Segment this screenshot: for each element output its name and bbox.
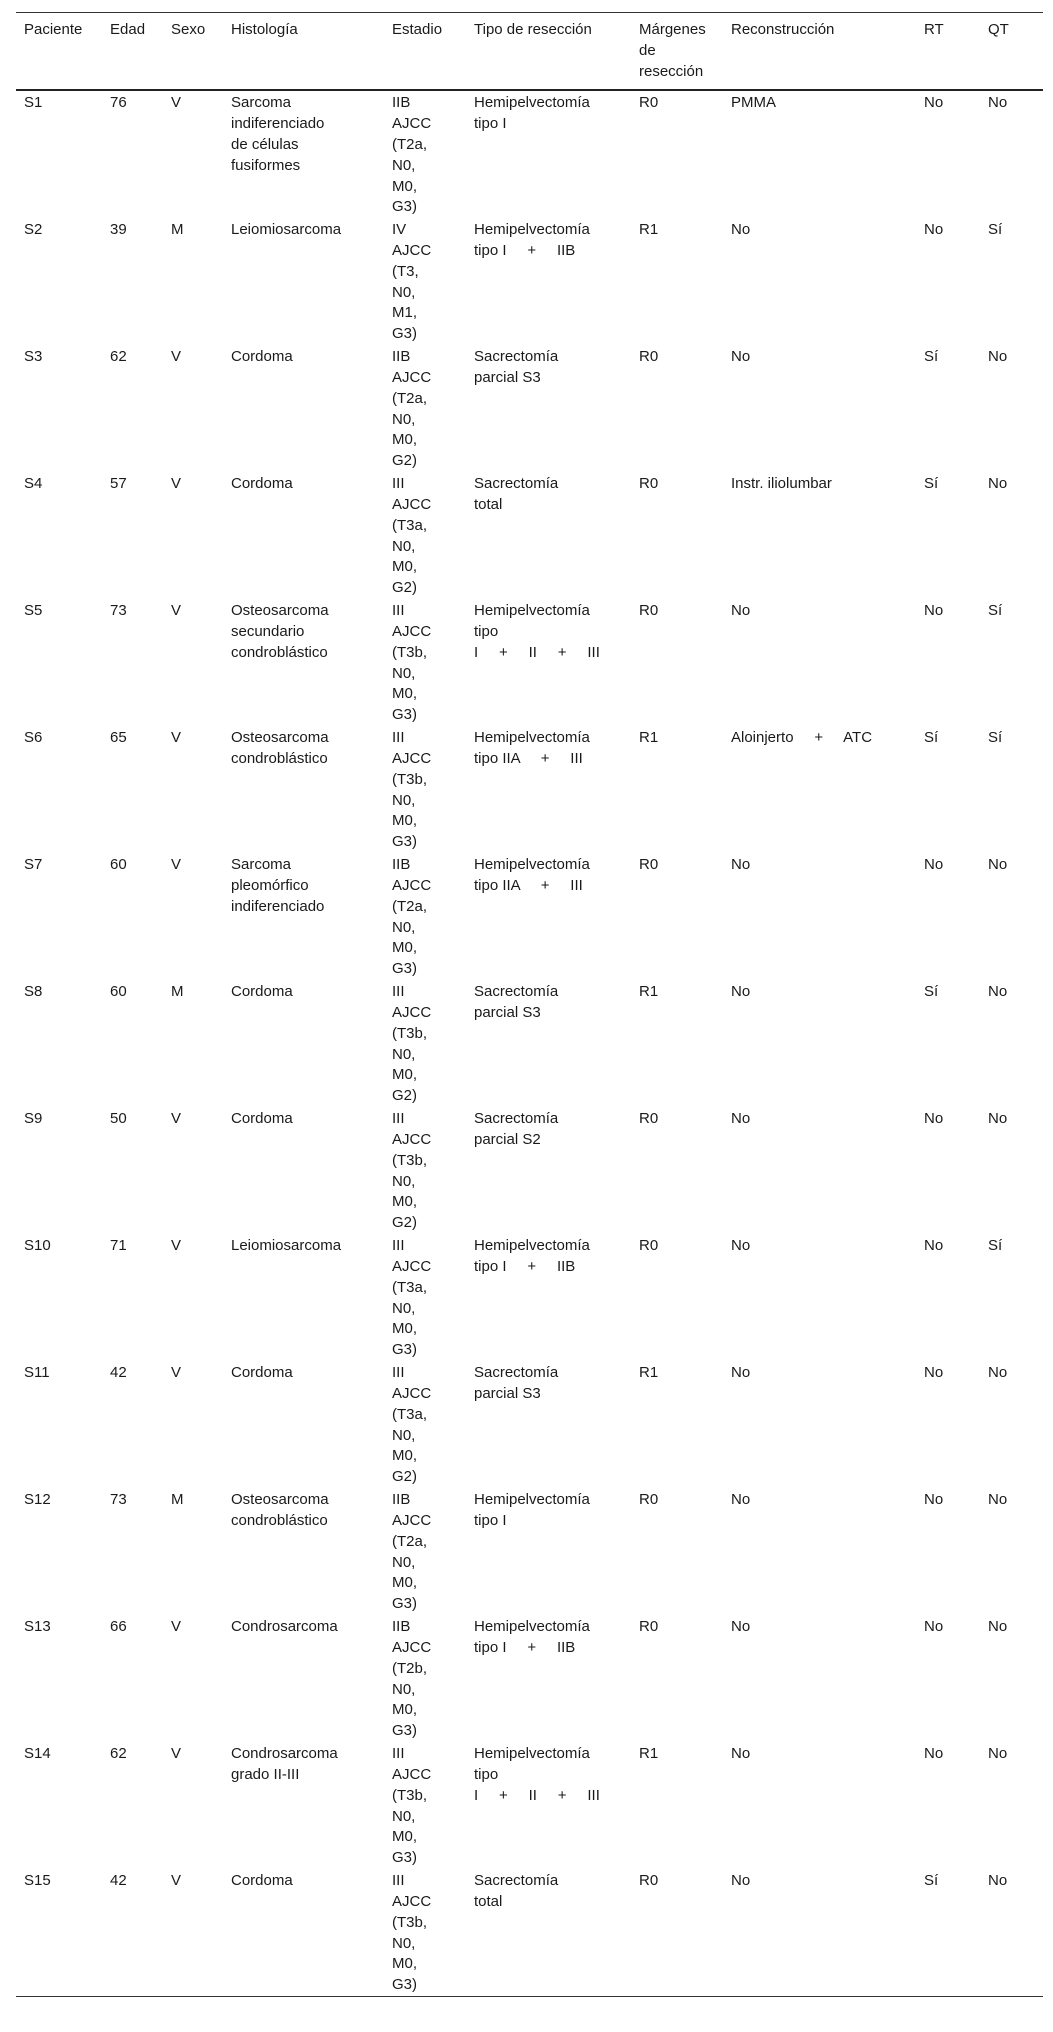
cell-patient: S13 [24,1618,51,1636]
cell-qt: Sí [988,221,1003,239]
table-row [16,1361,1043,1488]
table-row [16,1869,1043,1996]
column-header-resection-margins: Márgenes de resección [639,21,706,80]
cell-resection-margins: R1 [639,221,659,239]
cell-reconstruction: No [731,348,751,366]
table-row [16,1234,1043,1361]
cell-sex: V [171,1237,182,1255]
cell-patient: S9 [24,1110,43,1128]
cell-reconstruction: No [731,1745,751,1763]
cell-stage: IIB AJCC (T2a, N0, M0, G2) [392,348,432,470]
cell-qt: No [988,856,1008,874]
cell-rt: No [924,1618,944,1636]
cell-stage: III AJCC (T3b, N0, M0, G2) [392,983,432,1105]
cell-resection-margins: R1 [639,983,659,1001]
cell-qt: Sí [988,602,1003,620]
cell-age: 42 [110,1364,127,1382]
cell-stage: IIB AJCC (T2b, N0, M0, G3) [392,1618,432,1740]
cell-patient: S10 [24,1237,51,1255]
cell-stage: III AJCC (T3b, N0, M0, G3) [392,1745,432,1867]
cell-histology: Cordoma [231,475,293,493]
cell-stage: III AJCC (T3a, N0, M0, G2) [392,1364,432,1486]
cell-age: 39 [110,221,127,239]
cell-reconstruction: No [731,856,751,874]
cell-histology: Cordoma [231,1110,293,1128]
cell-rt: No [924,856,944,874]
cell-qt: No [988,1491,1008,1509]
table-row [16,90,1043,218]
cell-stage: III AJCC (T3b, N0, M0, G2) [392,1110,432,1232]
cell-sex: M [171,983,184,1001]
cell-resection-type: Sacrectomía parcial S3 [474,348,559,386]
cell-histology: Sarcoma pleomórfico indiferenciado [231,856,325,915]
cell-sex: V [171,1618,182,1636]
cell-reconstruction: No [731,1872,751,1890]
cell-histology: Cordoma [231,1364,293,1382]
patients-table [16,12,1043,1997]
cell-resection-type: Hemipelvectomía tipo I + IIB [474,221,590,259]
cell-resection-type: Sacrectomía total [474,475,559,513]
cell-age: 50 [110,1110,127,1128]
cell-age: 62 [110,1745,127,1763]
cell-sex: V [171,1745,182,1763]
cell-resection-margins: R1 [639,1364,659,1382]
cell-resection-margins: R0 [639,1872,659,1890]
cell-resection-type: Sacrectomía parcial S2 [474,1110,559,1148]
cell-resection-margins: R0 [639,94,659,112]
cell-rt: Sí [924,475,939,493]
cell-sex: V [171,348,182,366]
cell-reconstruction: Aloinjerto + ATC [731,729,873,747]
cell-sex: M [171,1491,184,1509]
cell-rt: No [924,1491,944,1509]
cell-age: 76 [110,94,127,112]
cell-reconstruction: Instr. iliolumbar [731,475,832,493]
cell-resection-margins: R0 [639,475,659,493]
column-header-stage: Estadio [392,21,443,38]
cell-rt: No [924,1237,944,1255]
cell-stage: IIB AJCC (T2a, N0, M0, G3) [392,94,432,216]
cell-sex: V [171,1110,182,1128]
cell-stage: III AJCC (T3b, N0, M0, G3) [392,1872,432,1994]
cell-resection-type: Hemipelvectomía tipo I + II + III [474,1745,600,1804]
cell-histology: Osteosarcoma condroblástico [231,1491,329,1529]
table-row [16,726,1043,853]
cell-reconstruction: No [731,1618,751,1636]
cell-resection-margins: R0 [639,1237,659,1255]
cell-patient: S5 [24,602,43,620]
cell-reconstruction: No [731,221,751,239]
cell-qt: No [988,475,1008,493]
cell-sex: V [171,602,182,620]
cell-patient: S1 [24,94,43,112]
cell-stage: IV AJCC (T3, N0, M1, G3) [392,221,432,343]
cell-patient: S15 [24,1872,51,1890]
table-row [16,980,1043,1107]
column-header-qt: QT [988,21,1009,38]
cell-qt: Sí [988,729,1003,747]
cell-resection-type: Sacrectomía parcial S3 [474,1364,559,1402]
cell-qt: No [988,1872,1008,1890]
cell-resection-type: Hemipelvectomía tipo I + IIB [474,1237,590,1275]
cell-rt: No [924,602,944,620]
cell-patient: S14 [24,1745,51,1763]
cell-reconstruction: No [731,1491,751,1509]
column-header-age: Edad [110,21,146,38]
cell-age: 57 [110,475,127,493]
cell-sex: V [171,856,182,874]
cell-sex: V [171,729,182,747]
cell-qt: No [988,1110,1008,1128]
cell-stage: III AJCC (T3b, N0, M0, G3) [392,729,432,851]
cell-rt: No [924,1364,944,1382]
cell-reconstruction: No [731,1364,751,1382]
cell-resection-margins: R0 [639,1618,659,1636]
cell-sex: V [171,94,182,112]
cell-resection-type: Sacrectomía total [474,1872,559,1910]
cell-resection-margins: R0 [639,602,659,620]
column-header-sex: Sexo [171,21,206,38]
table-row [16,472,1043,599]
table-row [16,345,1043,472]
cell-resection-type: Hemipelvectomía tipo I [474,94,590,133]
cell-qt: No [988,348,1008,366]
cell-rt: Sí [924,348,939,366]
cell-histology: Leiomiosarcoma [231,1237,342,1255]
cell-qt: No [988,1745,1008,1763]
table-body [16,90,1043,1996]
cell-age: 66 [110,1618,127,1636]
cell-age: 73 [110,602,127,620]
cell-reconstruction: No [731,983,751,1001]
patients-table-container [16,12,1043,1997]
cell-reconstruction: No [731,1110,751,1128]
cell-patient: S2 [24,221,43,239]
cell-qt: Sí [988,1237,1003,1255]
cell-rt: Sí [924,983,939,1001]
cell-age: 73 [110,1491,127,1509]
cell-stage: III AJCC (T3a, N0, M0, G2) [392,475,432,597]
cell-resection-margins: R1 [639,729,659,747]
table-row [16,599,1043,726]
table-header [16,13,1043,91]
cell-histology: Leiomiosarcoma [231,221,342,239]
cell-patient: S8 [24,983,43,1001]
cell-resection-margins: R0 [639,348,659,366]
header-row [16,13,1043,91]
column-header-resection-type: Tipo de resección [474,21,592,38]
cell-reconstruction: PMMA [731,94,776,112]
cell-histology: Cordoma [231,1872,293,1890]
cell-resection-margins: R0 [639,856,659,874]
cell-qt: No [988,983,1008,1001]
table-row [16,1107,1043,1234]
cell-sex: V [171,1872,182,1890]
cell-histology: Condrosarcoma [231,1618,338,1636]
cell-resection-type: Hemipelvectomía tipo IIA + III [474,729,590,767]
table-row [16,1615,1043,1742]
cell-reconstruction: No [731,602,751,620]
cell-resection-type: Sacrectomía parcial S3 [474,983,559,1021]
cell-resection-type: Hemipelvectomía tipo IIA + III [474,856,590,894]
cell-resection-margins: R0 [639,1491,659,1509]
cell-rt: No [924,1745,944,1763]
cell-histology: Cordoma [231,348,293,366]
cell-patient: S11 [24,1364,50,1382]
cell-rt: No [924,221,944,239]
cell-histology: Sarcoma indiferenciado de células fusiformes [231,94,325,174]
cell-qt: No [988,1364,1008,1382]
cell-patient: S7 [24,856,43,874]
cell-sex: V [171,475,182,493]
cell-age: 62 [110,348,127,366]
cell-rt: Sí [924,1872,939,1890]
cell-stage: III AJCC (T3b, N0, M0, G3) [392,602,432,724]
table-row [16,853,1043,980]
cell-age: 60 [110,856,127,874]
cell-rt: No [924,94,944,112]
cell-qt: No [988,94,1008,112]
cell-age: 60 [110,983,127,1001]
cell-patient: S3 [24,348,43,366]
column-header-rt: RT [924,21,944,38]
cell-resection-type: Hemipelvectomía tipo I + II + III [474,602,600,661]
cell-sex: M [171,221,184,239]
cell-stage: III AJCC (T3a, N0, M0, G3) [392,1237,432,1359]
cell-qt: No [988,1618,1008,1636]
cell-stage: IIB AJCC (T2a, N0, M0, G3) [392,1491,432,1613]
table-row [16,1742,1043,1869]
cell-patient: S12 [24,1491,51,1509]
cell-age: 65 [110,729,127,747]
cell-age: 71 [110,1237,127,1255]
cell-sex: V [171,1364,182,1382]
cell-resection-margins: R0 [639,1110,659,1128]
column-header-patient: Paciente [24,21,83,38]
column-header-reconstruction: Reconstrucción [731,21,835,38]
cell-resection-type: Hemipelvectomía tipo I + IIB [474,1618,590,1656]
cell-resection-margins: R1 [639,1745,659,1763]
column-header-histology: Histología [231,21,298,38]
cell-resection-type: Hemipelvectomía tipo I [474,1491,590,1529]
table-row [16,218,1043,345]
cell-rt: No [924,1110,944,1128]
cell-patient: S6 [24,729,43,747]
cell-reconstruction: No [731,1237,751,1255]
cell-rt: Sí [924,729,939,747]
cell-stage: IIB AJCC (T2a, N0, M0, G3) [392,856,432,978]
cell-histology: Condrosarcoma grado II-III [231,1745,338,1783]
cell-age: 42 [110,1872,127,1890]
cell-histology: Osteosarcoma secundario condroblástico [231,602,329,661]
table-row [16,1488,1043,1615]
cell-histology: Osteosarcoma condroblástico [231,729,329,767]
cell-histology: Cordoma [231,983,293,1001]
cell-patient: S4 [24,475,43,493]
